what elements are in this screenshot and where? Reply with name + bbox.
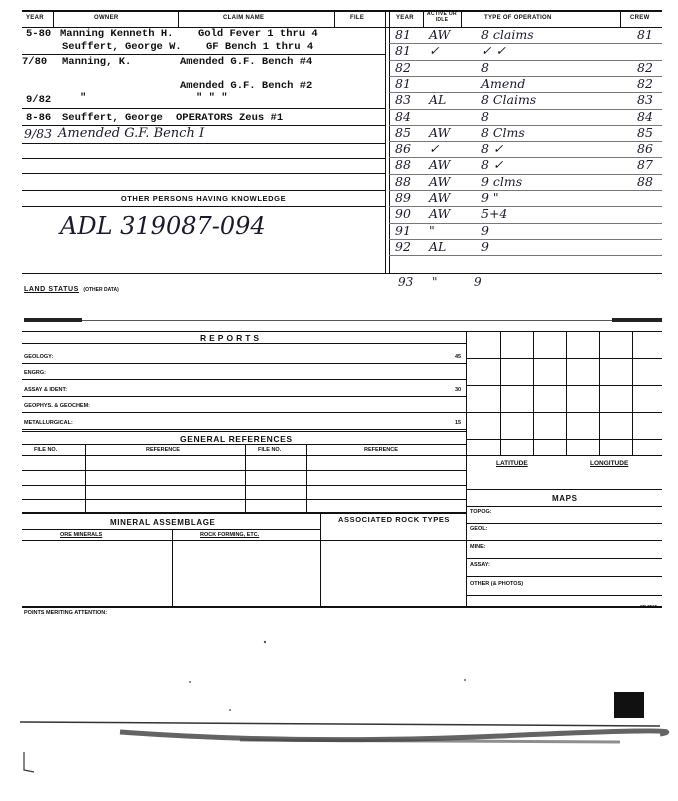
- report-page-number: 45: [455, 354, 462, 360]
- divider: [172, 529, 173, 607]
- row-rule: [22, 431, 466, 432]
- report-rule: [22, 429, 466, 430]
- op-year: 90: [395, 206, 411, 222]
- col-reference: REFERENCE: [146, 447, 180, 453]
- ore-minerals: ORE MINERALS: [60, 532, 103, 538]
- land-status-sub: (OTHER DATA): [83, 287, 119, 293]
- row-rule: [22, 190, 385, 191]
- report-label: GEOPHYS. & GEOCHEM:: [24, 403, 91, 409]
- left-right-divider: [385, 11, 386, 273]
- op-crew: 87: [637, 157, 653, 173]
- op-active: AW: [429, 173, 451, 189]
- op-crew: 85: [637, 124, 653, 140]
- report-label: ASSAY & IDENT:: [24, 387, 68, 393]
- other-persons-title: OTHER PERSONS HAVING KNOWLEDGE: [120, 194, 287, 203]
- divider-line: [82, 320, 612, 321]
- op-crew: 83: [637, 92, 653, 108]
- maps-title: MAPS: [552, 494, 578, 503]
- divider: [85, 444, 86, 512]
- redaction-mark: [612, 318, 662, 322]
- land-status: [24, 278, 119, 296]
- op-crew: 82: [637, 59, 653, 75]
- claim-name: Gold Fever 1 thru 4: [198, 28, 318, 40]
- op-active: AL: [429, 238, 447, 254]
- form-number: SP 7515: [640, 604, 658, 609]
- op-active: ✓: [429, 141, 440, 157]
- report-page-number: 15: [455, 420, 462, 426]
- points-meriting-attention: POINTS MERITING ATTENTION:: [24, 610, 108, 616]
- scan-streak: [240, 740, 620, 742]
- divider: [178, 11, 179, 27]
- op-type: 9 ": [481, 190, 499, 205]
- report-rule: [22, 396, 466, 397]
- top-rule: [22, 10, 662, 12]
- col-year-2: YEAR: [396, 15, 414, 21]
- scan-dot: [464, 679, 466, 681]
- scan-streak: [20, 722, 660, 726]
- row-rule: [22, 455, 466, 456]
- op-type: 5+4: [481, 206, 508, 222]
- row-rule: [22, 54, 385, 55]
- map-row-label: MINE:: [470, 544, 486, 550]
- scan-dot: [264, 641, 266, 643]
- divider: [466, 331, 467, 607]
- scan-mark: [24, 752, 34, 772]
- divider: [245, 444, 246, 512]
- op-year: 81: [395, 43, 411, 59]
- claim-name: Amended G.F. Bench #2: [180, 80, 313, 92]
- op-crew: 82: [637, 75, 653, 91]
- scan-blot: [614, 692, 644, 718]
- row-rule: [22, 485, 466, 486]
- op-active: ✓: [429, 43, 440, 59]
- op-year: 81: [395, 27, 411, 42]
- divider: [53, 11, 54, 27]
- col-file-no: FILE NO.: [34, 447, 58, 453]
- grid-line: [632, 331, 633, 455]
- op-year: 84: [395, 108, 411, 124]
- col-crew: CREW: [630, 15, 650, 21]
- op-active: AW: [429, 157, 451, 173]
- op-type: Amend: [481, 75, 526, 91]
- map-row-rule: [466, 576, 662, 577]
- op-type: 8: [481, 108, 489, 124]
- op-row-rule: [389, 60, 662, 61]
- claim-name: " " ": [196, 92, 228, 104]
- claim-name: OPERATORS Zeus #1: [176, 112, 284, 124]
- row-rule: [466, 489, 662, 490]
- op-crew: 84: [637, 108, 653, 124]
- grid-line: [466, 439, 662, 440]
- grid-line: [533, 331, 534, 455]
- report-label: METALLURGICAL:: [24, 420, 73, 426]
- owner-year: 7/80: [22, 56, 48, 68]
- scan-dot: [189, 681, 191, 683]
- longitude-label: LONGITUDE: [590, 460, 629, 467]
- row-rule: [22, 173, 385, 174]
- op-year: 93: [398, 275, 414, 289]
- col-owner: OWNER: [94, 15, 119, 21]
- map-row-rule: [466, 595, 662, 596]
- op-type: 8 Clms: [481, 124, 525, 140]
- col-year: YEAR: [26, 15, 44, 21]
- op-type: 8 ✓: [481, 157, 504, 173]
- claim-name: GF Bench 1 thru 4: [206, 41, 314, 53]
- report-rule: [22, 412, 466, 413]
- op-year: 88: [395, 157, 411, 173]
- op-type: 9: [481, 238, 489, 254]
- row-rule: [22, 143, 385, 144]
- op-row-rule: [389, 109, 662, 110]
- op-row-rule: [389, 255, 662, 256]
- op-crew: 86: [637, 141, 653, 157]
- op-type: 9: [474, 275, 482, 289]
- report-page-number: 30: [455, 387, 462, 393]
- associated-rock-types: ASSOCIATED ROCK TYPES: [337, 515, 451, 524]
- op-active: ": [429, 222, 435, 238]
- op-year: 85: [395, 124, 411, 140]
- divider: [461, 11, 462, 27]
- mineral-assemblage-title: MINERAL ASSEMBLAGE: [110, 518, 216, 527]
- map-row-label: OTHER (& PHOTOS): [470, 581, 524, 587]
- owner-name: Seuffert, George W.: [62, 41, 182, 53]
- land-status-title: LAND STATUS: [24, 286, 79, 293]
- divider: [423, 11, 424, 27]
- row-rule: [22, 206, 385, 207]
- map-row-label: GEOL:: [470, 526, 488, 532]
- op-year: 81: [395, 75, 411, 91]
- col-file-no-2: FILE NO.: [258, 447, 282, 453]
- bottom-rule: [22, 606, 662, 608]
- map-row-rule: [466, 540, 662, 541]
- map-row-label: ASSAY:: [470, 562, 490, 568]
- claim-name: Amended G.F. Bench #4: [180, 56, 313, 68]
- op-active: AW: [429, 27, 451, 42]
- op-type: 8 claims: [481, 27, 534, 42]
- redaction-mark: [24, 318, 82, 322]
- op-active: AL: [429, 92, 447, 108]
- op-year: 86: [395, 141, 411, 157]
- report-rule: [22, 363, 466, 364]
- op-type: 9: [481, 222, 489, 238]
- owner-name: Manning, K.: [62, 56, 132, 68]
- handwritten-amendment: Amended G.F. Bench I: [58, 126, 205, 141]
- col-file: FILE: [350, 15, 365, 21]
- general-references-title: GENERAL REFERENCES: [180, 434, 293, 444]
- op-year: 92: [395, 238, 411, 254]
- owner-name: ": [80, 92, 87, 104]
- reports-title: REPORTS: [200, 333, 263, 343]
- grid-line: [500, 331, 501, 455]
- op-year: 89: [395, 190, 411, 205]
- col-type-operation: TYPE OF OPERATION: [484, 15, 552, 21]
- map-row-rule: [466, 558, 662, 559]
- op-year: 82: [395, 59, 411, 75]
- op-crew: 81: [637, 27, 653, 42]
- op-active: ": [432, 275, 438, 289]
- col-claim-name: CLAIM NAME: [223, 15, 265, 21]
- op-year: 88: [395, 173, 411, 189]
- latitude-label: LATITUDE: [496, 460, 528, 467]
- scan-streak: [120, 731, 667, 740]
- grid-line: [466, 358, 662, 359]
- grid-line: [599, 331, 600, 455]
- op-year: 83: [395, 92, 411, 108]
- row-rule: [22, 444, 466, 445]
- op-type: 8 Claims: [481, 92, 537, 108]
- row-rule: [22, 158, 385, 159]
- other-persons-entry: ADL 319087-094: [60, 212, 266, 240]
- divider: [320, 514, 321, 607]
- row-rule: [22, 512, 466, 514]
- report-label: GEOLOGY:: [24, 354, 54, 360]
- scan-dot: [229, 709, 231, 711]
- op-row-rule: [389, 76, 662, 77]
- op-crew: 88: [637, 173, 653, 189]
- rock-forming: ROCK FORMING, ETC.: [200, 532, 260, 538]
- report-rule: [22, 379, 466, 380]
- op-year: 91: [395, 222, 411, 238]
- row-rule: [22, 470, 466, 471]
- op-type: ✓ ✓: [481, 43, 506, 59]
- owner-name: Seuffert, George: [62, 112, 163, 124]
- grid-line: [466, 455, 662, 456]
- col-active-idle: ACTIVE OR IDLE: [427, 11, 457, 23]
- report-label: ENGRG:: [24, 370, 46, 376]
- op-type: 8 ✓: [481, 141, 504, 157]
- divider: [334, 11, 335, 27]
- grid-line: [466, 412, 662, 413]
- row-rule: [22, 343, 466, 344]
- map-row-label: TOPOG:: [470, 509, 492, 515]
- op-type: 8: [481, 59, 489, 75]
- op-active: AW: [429, 124, 451, 140]
- owner-year: 9/82: [26, 94, 52, 106]
- row-rule: [22, 273, 662, 274]
- col-reference-2: REFERENCE: [364, 447, 398, 453]
- grid-line: [566, 331, 567, 455]
- divider: [620, 11, 621, 27]
- map-row-rule: [466, 523, 662, 524]
- op-active: AW: [429, 190, 451, 205]
- divider: [306, 444, 307, 512]
- scan-noise: [0, 640, 678, 801]
- owner-year: 5-80: [26, 28, 52, 40]
- owner-year: 8-86: [26, 112, 52, 124]
- row-rule: [466, 506, 662, 507]
- operations-table: [389, 28, 662, 273]
- row-rule: [22, 499, 466, 500]
- row-rule: [22, 540, 466, 541]
- owner-year: 9/83: [24, 126, 53, 141]
- op-active: AW: [429, 206, 451, 222]
- row-rule: [22, 108, 385, 109]
- grid-line: [466, 385, 662, 386]
- row-rule: [22, 529, 320, 530]
- owner-name: Manning Kenneth H.: [60, 28, 174, 40]
- op-type: 9 clms: [481, 173, 523, 189]
